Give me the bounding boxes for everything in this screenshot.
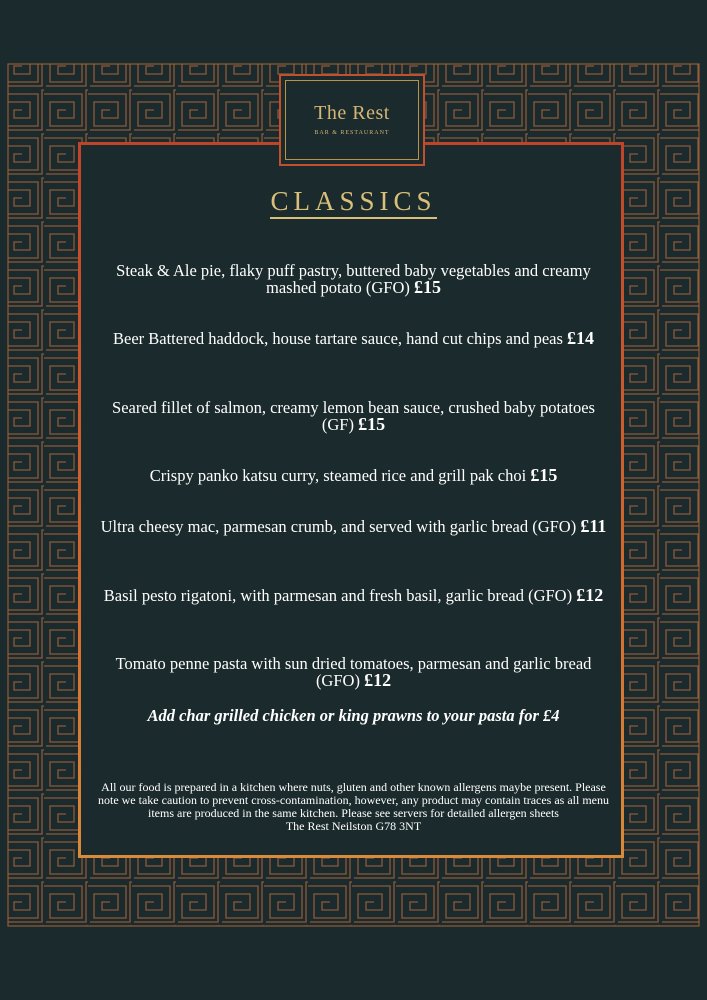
menu-panel <box>78 142 624 858</box>
addon-note: Add char grilled chicken or king prawns to your pasta for £4 <box>147 706 560 725</box>
menu-item-price: £15 <box>358 414 386 434</box>
menu-item-description: Ultra cheesy mac, parmesan crumb, and served with garlic bread (GFO) <box>100 517 577 536</box>
menu-item <box>100 399 607 433</box>
restaurant-logo <box>279 74 425 166</box>
menu-item <box>100 587 607 604</box>
menu-item <box>100 262 607 296</box>
menu-item-description: Seared fillet of salmon, creamy lemon bean sauce, crushed baby potatoes (GF) <box>112 398 595 434</box>
menu-item-price: £14 <box>567 328 595 348</box>
menu-item-price: £15 <box>414 277 442 297</box>
menu-item <box>100 518 607 535</box>
allergen-text: All our food is prepared in a kitchen where nuts, gluten and other known allergens maybe present. Please note we take caution to prevent cross-contamination, however, any product may contain traces as all menu items are produced in the same kitchen. Please see servers for detailed allergen sheets <box>97 780 609 820</box>
allergen-notice <box>96 781 611 833</box>
menu-item <box>100 655 607 689</box>
restaurant-address: The Rest Neilston G78 3NT <box>285 819 422 833</box>
menu-item-description: Beer Battered haddock, house tartare sauce, hand cut chips and peas <box>112 329 563 348</box>
menu-item-description: Basil pesto rigatoni, with parmesan and fresh basil, garlic bread (GFO) <box>103 586 573 605</box>
menu-item-description: Tomato penne pasta with sun dried tomatoes, parmesan and garlic bread (GFO) <box>115 654 592 690</box>
logo-subtitle: BAR & RESTAURANT <box>314 130 390 136</box>
menu-item-description: Crispy panko katsu curry, steamed rice and grill pak choi <box>149 466 527 485</box>
menu-item-price: £12 <box>576 585 604 605</box>
menu-item <box>100 467 607 484</box>
menu-item <box>100 330 607 347</box>
menu-item-price: £12 <box>364 670 392 690</box>
menu-item-description: Steak & Ale pie, flaky puff pastry, buttered baby vegetables and creamy mashed potato (GFO) <box>116 261 591 297</box>
logo-title: The Rest <box>314 102 390 124</box>
menu-item-price: £15 <box>530 465 558 485</box>
section-title: CLASSICS <box>0 186 707 217</box>
menu-item-price: £11 <box>580 516 607 536</box>
